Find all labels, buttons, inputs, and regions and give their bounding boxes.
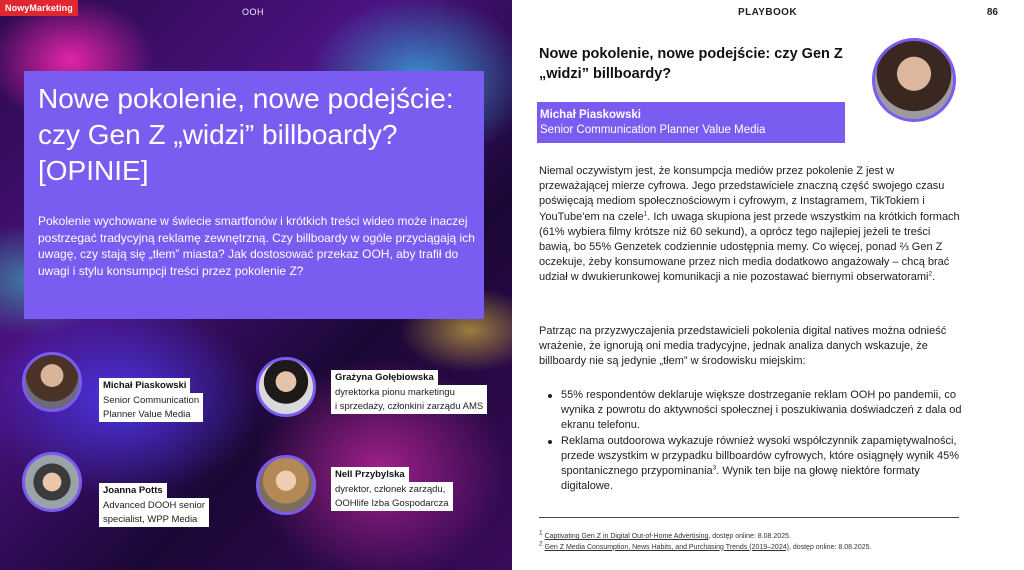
byline-role: Senior Communication Planner Value Media [540, 124, 766, 136]
expert-role-line: specialist, WPP Media [103, 513, 198, 525]
bullet-item [539, 434, 969, 495]
footnote [539, 540, 979, 554]
footnote-number: 2 [539, 540, 543, 548]
expert-role-line: Senior Communication [103, 395, 200, 406]
expert-role-line: OOHlife Izba Gospodarcza [335, 497, 449, 509]
hero-lead: Pokolenie wychowane w świecie smartfonów i krótkich treści wideo może inaczej postrzegać tradycyjną reklamę zewnętrzną. Czy billboardy w ogóle przyciągają ich uwagę, czy stają się „tłem” miasta? Jak dostosować przekaz OOH, aby trafił do uwagi i stylu konsumpcji treści przez pokolenie Z? [38, 214, 475, 278]
bullet-item [539, 388, 969, 434]
footnote-divider [539, 517, 959, 518]
footnote-link[interactable]: Gen Z Media Consumption, News Habits, and Purchasing Trends (2019–2024) [544, 543, 789, 551]
expert-name: Nell Przybylska [331, 467, 409, 482]
page-number: 86 [986, 7, 998, 18]
expert-role [331, 385, 487, 414]
footnotes [539, 529, 979, 553]
body-paragraph-2: Patrząc na przyzwyczajenia przedstawicieli pokolenia digital natives można odnieść wrażenie, że ignorują oni media tradycyjne, jednak analiza danych wskazuje, że billboardy nie są jedynie „tłem” w środowisku miejskim: [539, 325, 947, 368]
brand-logo: NowyMarketing [0, 0, 78, 16]
byline [537, 102, 845, 143]
expert-role [99, 498, 209, 527]
hero-box [24, 71, 484, 319]
footnote-link[interactable]: Captivating Gen Z in Digital Out-of-Home Advertising [544, 533, 709, 540]
expert-role [99, 393, 203, 422]
footnote [539, 529, 979, 543]
bullet-text: 55% respondentów deklaruje większe dostrzeganie reklam OOH po pandemii, co wynika z powrotu do aktywności społecznej i poszukiwania doświadczeń z dala od ekranu telefonu. [561, 389, 962, 432]
expert-name: Joanna Potts [99, 483, 167, 498]
section-label: OOH [242, 7, 265, 17]
expert-role-line: dyrektor, członek zarządu, [335, 484, 446, 495]
expert-role-line: Planner Value Media [103, 408, 191, 420]
expert-role [331, 482, 453, 511]
footnote-ref: 3 [712, 464, 717, 472]
para-text: . [932, 271, 936, 284]
byline-name: Michał Piaskowski [540, 109, 641, 121]
hero-title: Nowe pokolenie, nowe podejście: czy Gen Z „widzi” billboardy? [OPINIE] [38, 83, 454, 186]
bullet-text: Reklama outdoorowa wykazuje również wysoki współczynnik zapamiętywalności, przede wszystkim w przypadku billboardów cyfrowych, które osiągnęły wynik 45% spontanicznego przypominania [561, 434, 959, 478]
author-avatar [872, 38, 956, 122]
expert-avatar-przybylska [256, 455, 316, 515]
footnote-rest: , dostęp online: 8.08.2025. [788, 543, 872, 551]
expert-role-line: i sprzedaży, członkini zarządu AMS [335, 400, 484, 412]
expert-role-line: Advanced DOOH senior [103, 500, 205, 511]
bullet-text: . Wynik ten bije na głowę niektóre formaty digitalowe. [561, 465, 920, 493]
running-head: PLAYBOOK [738, 7, 797, 18]
right-page [512, 0, 1024, 570]
expert-avatar-piaskowski [22, 352, 82, 412]
footnote-rest: , dostęp online: 8.08.2025. [708, 533, 791, 540]
footnote-ref: 2 [928, 270, 933, 278]
footnote-number: 1 [539, 529, 543, 537]
expert-role-line: dyrektorka pionu marketingu [335, 387, 455, 398]
para-text: Niemal oczywistym jest, że konsumpcja mediów przez pokolenie Z jest w przeważającej mierze cyfrowa. Jego przedstawiciele znaczną część swojego czasu poświęcają mediom społecznościowym i cyfrowym, z Instagramem, TikTokiem i YouTube'em na czele [539, 165, 945, 223]
footnote-ref: 1 [643, 209, 648, 217]
body-paragraph-1 [539, 164, 965, 286]
expert-name: Grażyna Gołębiowska [331, 370, 438, 385]
article-title: Nowe pokolenie, nowe podejście: czy Gen Z „widzi” billboardy? [539, 46, 843, 82]
expert-name: Michał Piaskowski [99, 378, 190, 393]
bullet-list [539, 388, 969, 494]
para-text: . Ich uwaga skupiona jest przede wszystkim na krótkich formach (61% wybiera filmy krótsze niż 60 sekund), a oprócz tego najlepiej jeżeli te treści bawią, bo 55% Genzetek codziennie udostępnia memy. Co więcej, ponad ⅔ Gen Z oczekuje, żeby konsumowane przez nich media dodatkowo angażowały – chcą brać udział w dwukierunkowej komunikacji a nie pozostawać biernymi obserwatorami [539, 210, 960, 284]
expert-avatar-potts [22, 452, 82, 512]
expert-avatar-golebiowska [256, 357, 316, 417]
